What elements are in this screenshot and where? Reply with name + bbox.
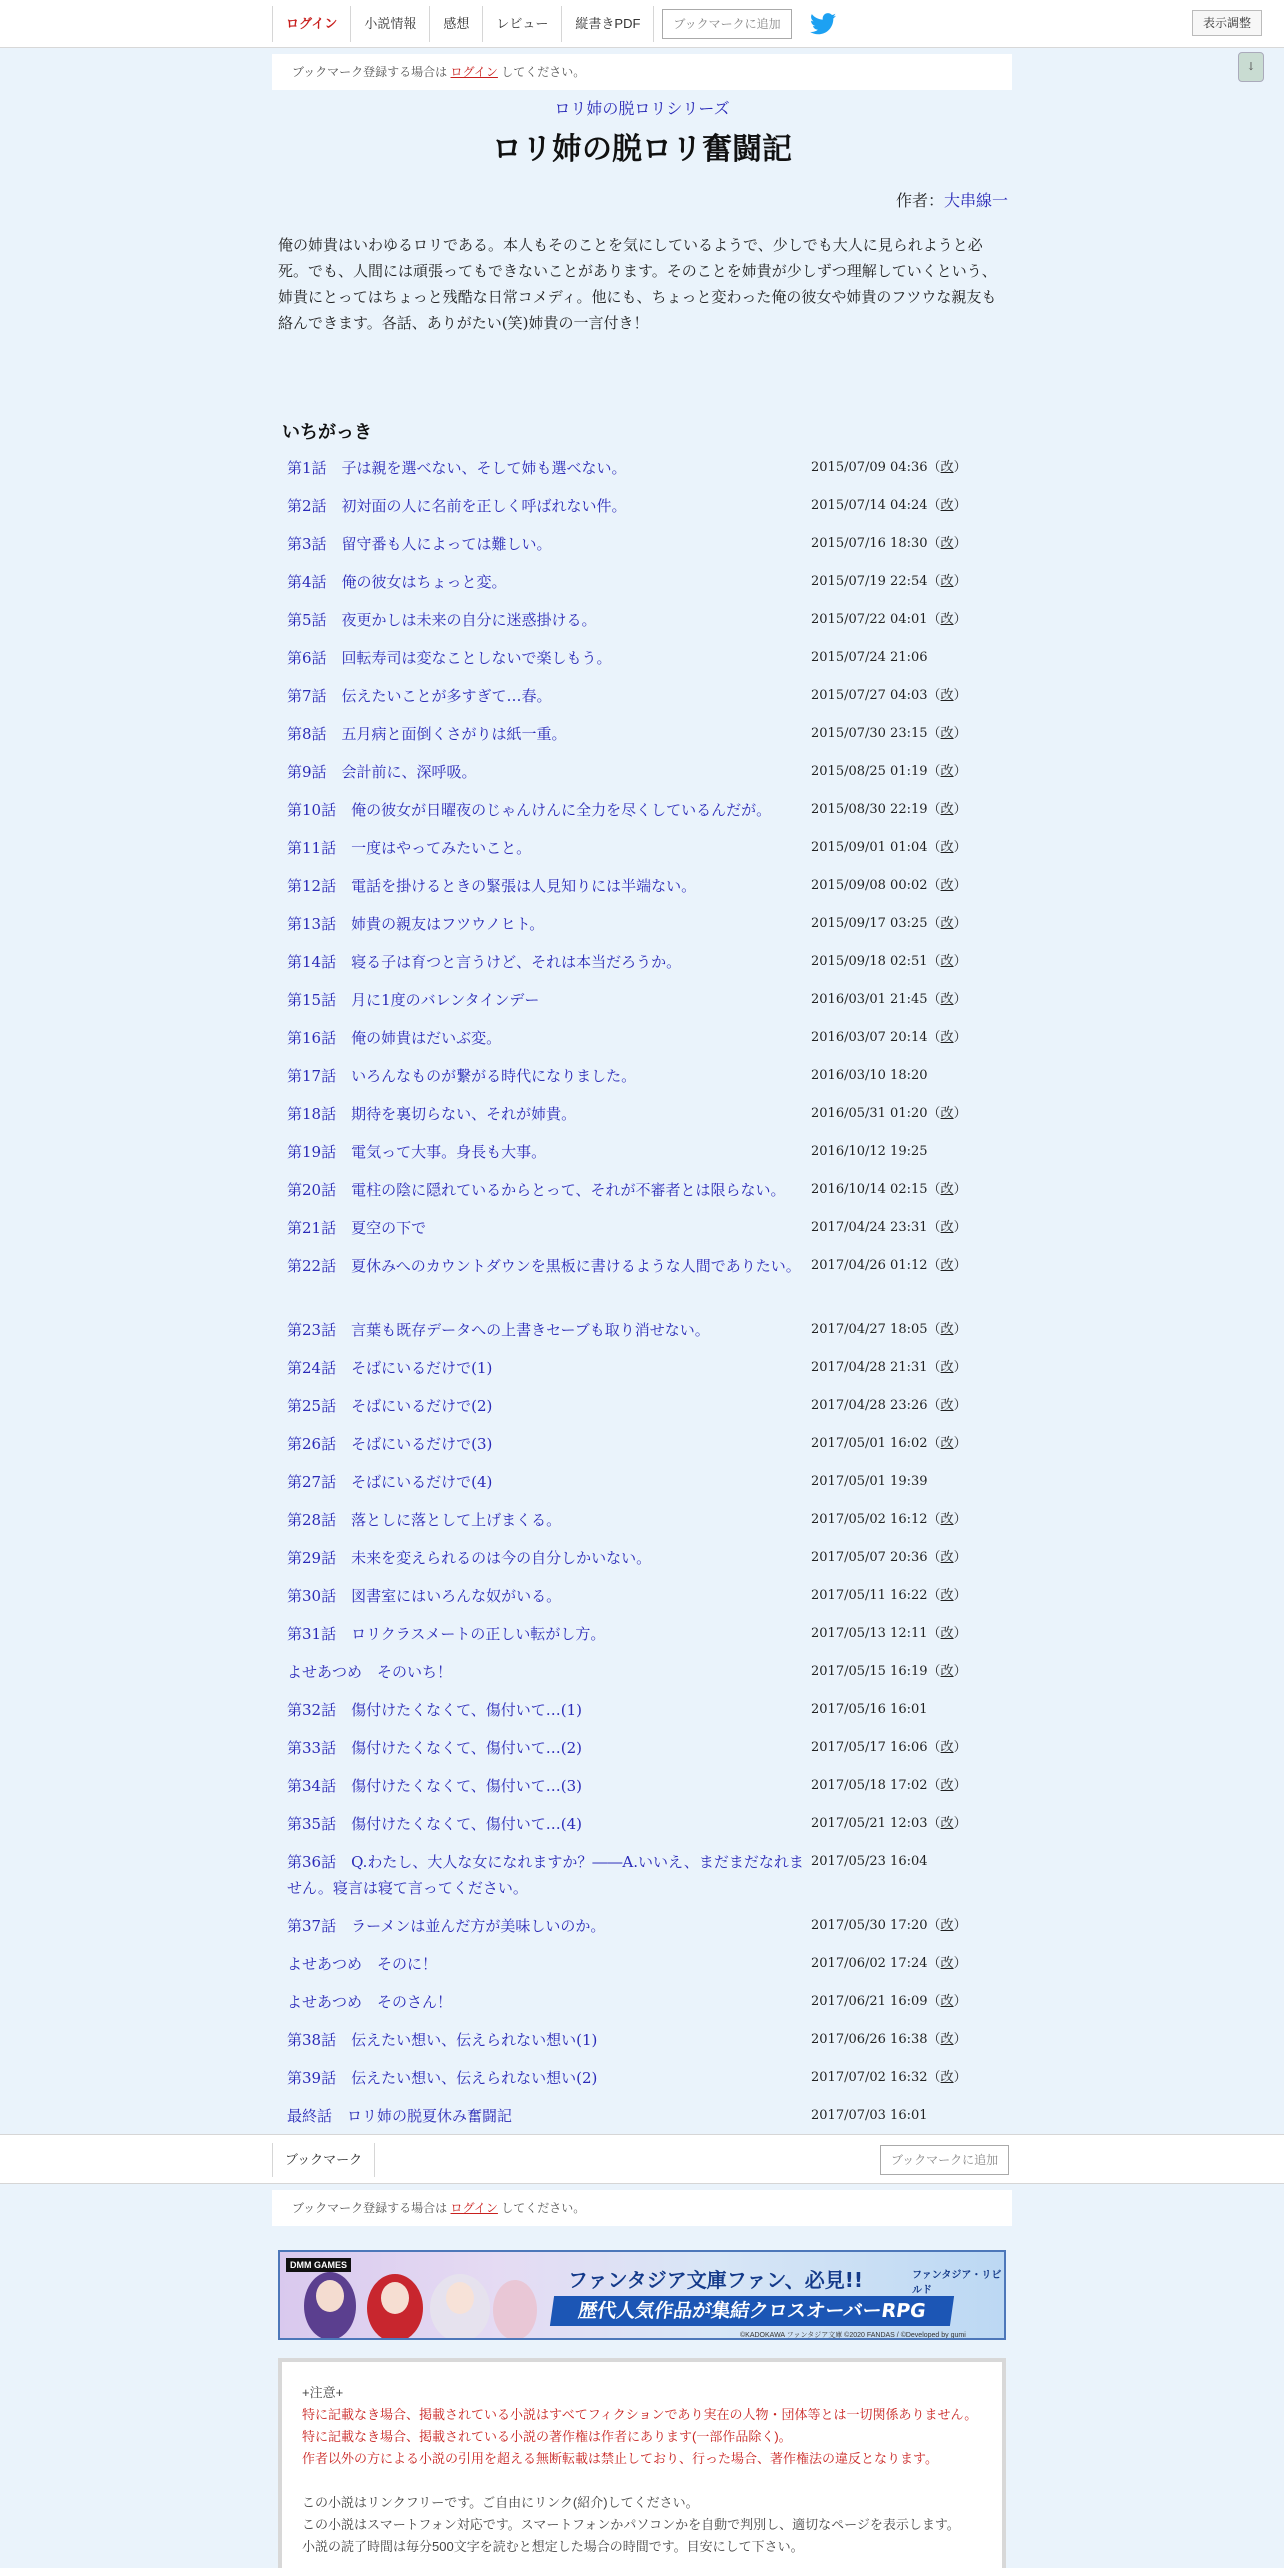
bookmark-add-button-bottom[interactable]: ブックマークに追加 [880,2145,1009,2175]
chapter-row [287,1811,1017,1849]
chapter-date-text: 2015/07/09 04:36 [811,460,928,475]
chapter-title-link[interactable]: 第10話 俺の彼女が日曜夜のじゃんけんに全力を尽くしているんだが。 [287,801,772,819]
chapter-row [287,873,1017,911]
chapter-date: 2015/09/17 03:25（改） [811,916,967,931]
scroll-down-button[interactable]: ↓ [1238,52,1264,82]
chapter-title-link[interactable]: 第1話 子は親を選べない、そして姉も選べない。 [287,459,627,477]
chapter-date [811,1469,928,1495]
chapter-title-link[interactable]: 第28話 落としに落として上げまくる。 [287,1511,562,1529]
chapter-revised-link[interactable]: 改 [940,574,954,589]
chapter-date: 2016/03/01 21:45（改） [811,992,967,1007]
chapter-date-text: 2016/10/14 02:15 [811,1182,928,1197]
chapter-title-link[interactable]: 第16話 俺の姉貴はだいぶ変。 [287,1029,502,1047]
chapter-date: 2017/05/21 12:03（改） [811,1816,967,1831]
chapter-title-link[interactable]: 第22話 夏休みへのカウントダウンを黒板に書けるような人間でありたい。 [287,1257,801,1275]
chapter-date [811,2103,928,2129]
chapter-title-link[interactable]: 第8話 五月病と面倒くさがりは紙一重。 [287,725,567,743]
chapter-date: 2015/09/01 01:04（改） [811,840,967,855]
banner-dmm-label: DMM GAMES [286,2258,351,2272]
chapter-date-text: 2015/08/30 22:19 [811,802,928,817]
chapter-row [287,1393,1017,1431]
chapter-date: 2017/05/11 16:22（改） [811,1588,967,1603]
summary-line: 姉貴にとってはちょっと残酷な日常コメディ。他にも、ちょっと変わった俺の彼女や姉貴のフツウな親友も [278,288,997,306]
notice-prefix: ブックマーク登録する場合は [292,2201,448,2215]
chapter-date [811,1849,928,1875]
chapter-row [287,607,1017,645]
chapter-date: 2015/07/27 04:03（改） [811,688,967,703]
chapter-revised-link[interactable]: 改 [940,1994,954,2009]
chapter-date: 2016/03/07 20:14（改） [811,1030,967,1045]
chapter-date-text: 2015/09/08 00:02 [811,878,928,893]
chapter-date: 2017/05/13 12:11（改） [811,1626,967,1641]
chapter-date: 2017/05/02 16:12（改） [811,1512,967,1527]
chapter-revised-link[interactable]: 改 [940,1360,954,1375]
chapter-revised-link[interactable]: 改 [940,1740,954,1755]
chapter-title-link[interactable]: 第9話 会計前に、深呼吸。 [287,763,477,781]
chapter-date-text: 2017/05/16 16:01 [811,1702,928,1717]
banner-characters-image [290,2266,540,2338]
chapter-title-link[interactable]: 第3話 留守番も人によっては難しい。 [287,535,552,553]
series-link[interactable]: ロリ姉の脱ロリシリーズ [554,99,730,118]
novel-title: ロリ姉の脱ロリ奮闘記 [492,132,792,167]
bookmark-add-button-top[interactable]: ブックマークに追加 [662,9,791,39]
chapter-date-text: 2015/07/16 18:30 [811,536,928,551]
chapter-date-text: 2015/09/18 02:51 [811,954,928,969]
chapter-title-link[interactable]: 第34話 傷付けたくなくて、傷付いて…(3) [287,1777,583,1795]
chapter-revised-link[interactable]: 改 [940,954,954,969]
chapter-date-text: 2017/05/01 19:39 [811,1474,928,1489]
banner-copyright: ©KADOKAWA ファンタジア文庫 ©2020 FANDAS / ©Developed by gumi [740,2332,966,2339]
chapter-date-text: 2017/05/30 17:20 [811,1918,928,1933]
chapter-row [287,721,1017,759]
chapter-date-text: 2015/07/27 04:03 [811,688,928,703]
chapter-revised-link[interactable]: 改 [940,1182,954,1197]
chapter-row [287,1545,1017,1583]
chapter-row [287,1621,1017,1659]
chapter-date-text: 2017/05/21 12:03 [811,1816,928,1831]
chapter-date: 2017/07/02 16:32（改） [811,2070,967,2085]
nav-review-link[interactable]: レビュー [482,6,561,42]
chapter-title-link[interactable]: よせあつめ そのに！ [287,1955,438,1973]
chapter-date: 2015/07/14 04:24（改） [811,498,967,513]
chapter-title-link[interactable]: 第31話 ロリクラスメートの正しい転がし方。 [287,1625,606,1643]
chapter-row [287,569,1017,607]
nav-vertical-pdf-link[interactable]: 縦書きPDF [561,6,654,42]
chapter-title-link[interactable]: 第19話 電気って大事。身長も大事。 [287,1143,547,1161]
chapter-date: 2015/08/25 01:19（改） [811,764,967,779]
chapter-revised-link[interactable]: 改 [940,688,954,703]
chapter-date: 2015/08/30 22:19（改） [811,802,967,817]
chapter-title-link[interactable]: 第39話 伝えたい想い、伝えられない想い(2) [287,2069,598,2087]
notice-suffix: してください。 [501,2201,586,2215]
chapter-revised-link[interactable]: 改 [940,726,954,741]
chapter-date: 2017/05/07 20:36（改） [811,1550,967,1565]
chapter-date [811,1139,928,1165]
caution-info-line: この小説はリンクフリーです。ご自由にリンク(紹介)してください。 [302,2495,699,2510]
banner-headline: ファンタジア文庫ファン、必見!! [568,2268,864,2292]
chapter-date-text: 2017/06/02 17:24 [811,1956,928,1971]
nav-impressions-link[interactable]: 感想 [429,6,482,42]
chapter-title-link[interactable]: 第11話 一度はやってみたいこと。 [287,839,532,857]
chapter-revised-link[interactable]: 改 [940,878,954,893]
chapter-revised-link[interactable]: 改 [940,2032,954,2047]
chapter-date-text: 2017/05/11 16:22 [811,1588,928,1603]
chapter-row [287,1253,1017,1317]
chapter-date-text: 2016/05/31 01:20 [811,1106,928,1121]
chapter-row [287,2027,1017,2065]
twitter-icon[interactable] [810,13,836,35]
chapter-date: 2015/09/08 00:02（改） [811,878,967,893]
chapter-row [287,797,1017,835]
chapter-date: 2017/04/24 23:31（改） [811,1220,967,1235]
chapter-row [287,455,1017,493]
chapter-revised-link[interactable]: 改 [940,1550,954,1565]
novel-summary [278,232,1010,336]
chapter-date-text: 2017/07/03 16:01 [811,2108,928,2123]
chapter-revised-link[interactable]: 改 [940,840,954,855]
summary-line: 死。でも、人間には頑張ってもできないことがあります。そのことを姉貴が少しずつ理解していくという、 [278,262,997,280]
chapter-row [287,1989,1017,2027]
author-label: 作者： [895,191,944,210]
chapter-row [287,1139,1017,1177]
chapter-row [287,531,1017,569]
chapter-date-text: 2017/05/02 16:12 [811,1512,928,1527]
chapter-title-link[interactable]: 第33話 傷付けたくなくて、傷付いて…(2) [287,1739,583,1757]
chapter-revised-link[interactable]: 改 [940,1030,954,1045]
chapter-revised-link[interactable]: 改 [940,916,954,931]
chapter-title-link[interactable]: 第36話 Q.わたし、大人な女になれますか？――A.いいえ、まだまだなれません。寝言は寝て言ってください。 [287,1853,804,1897]
chapter-revised-link[interactable]: 改 [940,460,954,475]
chapter-revised-link[interactable]: 改 [940,612,954,627]
chapter-row [287,1063,1017,1101]
caution-red-line: 特に記載なき場合、掲載されている小説の著作権は作者にあります(一部作品除く)。 [302,2429,792,2444]
chapter-date: 2015/07/09 04:36（改） [811,460,967,475]
chapter-date-text: 2015/07/30 23:15 [811,726,928,741]
chapter-row [287,2065,1017,2103]
caution-info-line: 小説の読了時間は毎分500文字を読むと想定した場合の時間です。目安にして下さい。 [302,2539,804,2554]
chapter-section-heading: いちがっき [282,422,372,443]
chapter-date-text: 2017/06/21 16:09 [811,1994,928,2009]
chapter-title-link[interactable]: 第38話 伝えたい想い、伝えられない想い(1) [287,2031,598,2049]
chapter-date-text: 2017/05/07 20:36 [811,1550,928,1565]
chapter-revised-link[interactable]: 改 [940,1398,954,1413]
chapter-title-link[interactable]: 第30話 図書室にはいろんな奴がいる。 [287,1587,562,1605]
chapter-date: 2017/05/18 17:02（改） [811,1778,967,1793]
caution-heading: +注意+ [302,2385,344,2400]
chapter-revised-link[interactable]: 改 [940,1322,954,1337]
chapter-date: 2015/07/16 18:30（改） [811,536,967,551]
chapter-row [287,1773,1017,1811]
chapter-date-text: 2015/07/24 21:06 [811,650,928,665]
chapter-date-text: 2017/04/28 21:31 [811,1360,928,1375]
chapter-title-link[interactable]: 第24話 そばにいるだけで(1) [287,1359,493,1377]
chapter-row [287,1913,1017,1951]
chapter-title-link[interactable]: 第23話 言葉も既存データへの上書きセーブも取り消せない。 [287,1321,710,1339]
chapter-title-link[interactable]: 第27話 そばにいるだけで(4) [287,1473,493,1491]
chapter-date-text: 2016/03/07 20:14 [811,1030,928,1045]
chapter-row [287,1177,1017,1215]
chapter-date: 2017/04/28 21:31（改） [811,1360,967,1375]
bottom-bookmark-bar [0,2134,1284,2184]
chapter-date-text: 2015/08/25 01:19 [811,764,928,779]
chapter-title-link[interactable]: 第21話 夏空の下で [287,1219,427,1237]
chapter-row [287,493,1017,531]
chapter-revised-link[interactable]: 改 [940,1220,954,1235]
chapter-date [811,1697,928,1723]
chapter-date [811,1063,928,1089]
chapter-date-text: 2015/09/17 03:25 [811,916,928,931]
chapter-row [287,1431,1017,1469]
chapter-revised-link[interactable]: 改 [940,498,954,513]
chapter-title-link[interactable]: 第4話 俺の彼女はちょっと変。 [287,573,507,591]
chapter-revised-link[interactable]: 改 [940,1626,954,1641]
chapter-date-text: 2015/07/14 04:24 [811,498,928,513]
chapter-title-link[interactable]: 第7話 伝えたいことが多すぎて…春。 [287,687,552,705]
chapter-row [287,1507,1017,1545]
chapter-revised-link[interactable]: 改 [940,1918,954,1933]
caution-info-line: この小説はスマートフォン対応です。スマートフォンかパソコンかを自動で判別し、適切なページを表示します。 [302,2517,960,2532]
caution-red-line: 特に記載なき場合、掲載されている小説はすべてフィクションであり実在の人物・団体等とは一切関係ありません。 [302,2407,978,2422]
caution-spacer [302,2470,982,2492]
chapter-row [287,645,1017,683]
author-link[interactable]: 大串線一 [943,191,1008,210]
chapter-date: 2017/05/17 16:06（改） [811,1740,967,1755]
chapter-title-link[interactable]: 第14話 寝る子は育つと言うけど、それは本当だろうか。 [287,953,682,971]
chapter-title-link[interactable]: 第25話 そばにいるだけで(2) [287,1397,493,1415]
chapter-title-link[interactable]: 第5話 夜更かしは未来の自分に迷惑掛ける。 [287,611,597,629]
chapter-row [287,1215,1017,1253]
chapter-row [287,949,1017,987]
chapter-title-link[interactable]: 第12話 電話を掛けるときの緊張は人見知りには半端ない。 [287,877,697,895]
chapter-date: 2015/07/22 04:01（改） [811,612,967,627]
chapter-title-link[interactable]: 第17話 いろんなものが繋がる時代になりました。 [287,1067,637,1085]
chapter-revised-link[interactable]: 改 [940,992,954,1007]
chapter-revised-link[interactable]: 改 [940,1778,954,1793]
nav-novel-info-link[interactable]: 小説情報 [350,6,429,42]
notice-prefix: ブックマーク登録する場合は [292,65,448,79]
chapter-date: 2015/07/19 22:54（改） [811,574,967,589]
caution-red-line: 作者以外の方による小説の引用を超える無断転載は禁止しており、行った場合、著作権法の違反となります。 [302,2451,938,2466]
chapter-row [287,1583,1017,1621]
chapter-date: 2017/06/02 17:24（改） [811,1956,967,1971]
chapter-row [287,1101,1017,1139]
chapter-row [287,1317,1017,1355]
chapter-date [811,645,928,671]
chapter-date: 2016/10/14 02:15（改） [811,1182,967,1197]
chapter-revised-link[interactable]: 改 [940,1588,954,1603]
chapter-date: 2017/04/26 01:12（改） [811,1258,967,1273]
chapter-date-text: 2017/07/02 16:32 [811,2070,928,2085]
chapter-row [287,683,1017,721]
caution-box [278,2358,1006,2568]
chapter-date: 2017/05/01 16:02（改） [811,1436,967,1451]
chapter-date-text: 2016/10/12 19:25 [811,1144,928,1159]
chapter-revised-link[interactable]: 改 [940,1664,954,1679]
chapter-date: 2017/05/30 17:20（改） [811,1918,967,1933]
bookmark-notice-top [272,54,1012,90]
chapter-date: 2017/06/21 16:09（改） [811,1994,967,2009]
chapter-revised-link[interactable]: 改 [940,1258,954,1273]
notice-login-link[interactable]: ログイン [450,65,498,79]
chapter-date-text: 2017/05/15 16:19 [811,1664,928,1679]
banner-subline: 歴代人気作品が集結クロスオーバーRPG [550,2296,954,2326]
chapter-date-text: 2017/04/27 18:05 [811,1322,928,1337]
bookmark-notice-bottom [272,2190,1012,2226]
chapter-title-link[interactable]: 第26話 そばにいるだけで(3) [287,1435,493,1453]
chapter-title-link[interactable]: 最終話 ロリ姉の脱夏休み奮闘記 [287,2107,513,2125]
chapter-title-link[interactable]: よせあつめ そのさん！ [287,1993,453,2011]
chapter-title-link[interactable]: 第13話 姉貴の親友はフツウノヒト。 [287,915,545,933]
chapter-date: 2015/07/30 23:15（改） [811,726,967,741]
chapter-list [287,455,1017,2141]
summary-line: 俺の姉貴はいわゆるロリである。本人もそのことを気にしているようで、少しでも大人に見られようと必 [278,236,983,254]
chapter-date: 2017/04/27 18:05（改） [811,1322,967,1337]
chapter-row [287,1951,1017,1989]
chapter-date: 2017/04/28 23:26（改） [811,1398,967,1413]
chapter-date-text: 2017/04/28 23:26 [811,1398,928,1413]
chapter-title-link[interactable]: 第18話 期待を裏切らない、それが姉貴。 [287,1105,577,1123]
chapter-date-text: 2017/05/01 16:02 [811,1436,928,1451]
chapter-title-link[interactable]: 第20話 電柱の陰に隠れているからとって、それが不審者とは限らない。 [287,1181,786,1199]
chapter-date-text: 2016/03/01 21:45 [811,992,928,1007]
chapter-date-text: 2015/09/01 01:04 [811,840,928,855]
chapter-date-text: 2017/04/24 23:31 [811,1220,928,1235]
banner-brand: ファンタジア・リビルド [912,2270,1002,2296]
chapter-title-link[interactable]: 第2話 初対面の人に名前を正しく呼ばれない件。 [287,497,627,515]
notice-suffix: してください。 [501,65,586,79]
chapter-title-link[interactable]: 第29話 未来を変えられるのは今の自分しかいない。 [287,1549,652,1567]
chapter-revised-link[interactable]: 改 [940,1816,954,1831]
chapter-date-text: 2017/05/17 16:06 [811,1740,928,1755]
chapter-row [287,1355,1017,1393]
chapter-revised-link[interactable]: 改 [940,1956,954,1971]
chapter-revised-link[interactable]: 改 [940,536,954,551]
nav-login-link[interactable]: ログイン [272,6,350,42]
notice-login-link[interactable]: ログイン [450,2201,498,2215]
chapter-row [287,1659,1017,1697]
author-line [272,188,1008,211]
chapter-row [287,1025,1017,1063]
chapter-date-text: 2017/05/23 16:04 [811,1854,928,1869]
chapter-row [287,835,1017,873]
chapter-row [287,1735,1017,1773]
chapter-date-text: 2017/06/26 16:38 [811,2032,928,2047]
chapter-date: 2016/05/31 01:20（改） [811,1106,967,1121]
chapter-row [287,911,1017,949]
chapter-row [287,987,1017,1025]
chapter-title-link[interactable]: 第35話 傷付けたくなくて、傷付いて…(4) [287,1815,583,1833]
chapter-row [287,1469,1017,1507]
chapter-revised-link[interactable]: 改 [940,1436,954,1451]
chapter-title-link[interactable]: 第32話 傷付けたくなくて、傷付いて…(1) [287,1701,583,1719]
chapter-date-text: 2015/07/19 22:54 [811,574,928,589]
summary-line: 絡んできます。各話、ありがたい(笑)姉貴の一言付き！ [278,314,649,332]
chapter-title-link[interactable]: 第37話 ラーメンは並んだ方が美味しいのか。 [287,1917,606,1935]
bookmark-label[interactable]: ブックマーク [272,2143,375,2177]
chapter-date-text: 2016/03/10 18:20 [811,1068,928,1083]
chapter-revised-link[interactable]: 改 [940,802,954,817]
chapter-revised-link[interactable]: 改 [940,2070,954,2085]
game-ad-banner[interactable] [278,2250,1006,2340]
chapter-date: 2017/06/26 16:38（改） [811,2032,967,2047]
chapter-title-link[interactable]: 第15話 月に1度のバレンタインデー [287,991,540,1009]
chapter-date-text: 2017/05/13 12:11 [811,1626,928,1641]
chapter-revised-link[interactable]: 改 [940,764,954,779]
chapter-revised-link[interactable]: 改 [940,1106,954,1121]
chapter-row [287,1697,1017,1735]
chapter-date-text: 2017/04/26 01:12 [811,1258,928,1273]
chapter-title-link[interactable]: よせあつめ そのいち！ [287,1663,453,1681]
chapter-row [287,759,1017,797]
chapter-date-text: 2015/07/22 04:01 [811,612,928,627]
chapter-date: 2015/09/18 02:51（改） [811,954,967,969]
chapter-revised-link[interactable]: 改 [940,1512,954,1527]
chapter-title-link[interactable]: 第6話 回転寿司は変なことしないで楽しもう。 [287,649,612,667]
chapter-date-text: 2017/05/18 17:02 [811,1778,928,1793]
top-nav-items [272,6,836,42]
chapter-date: 2017/05/15 16:19（改） [811,1664,967,1679]
top-navigation-bar [0,0,1284,48]
chapter-row [287,1849,1017,1913]
display-adjust-button[interactable]: 表示調整 [1192,10,1262,36]
